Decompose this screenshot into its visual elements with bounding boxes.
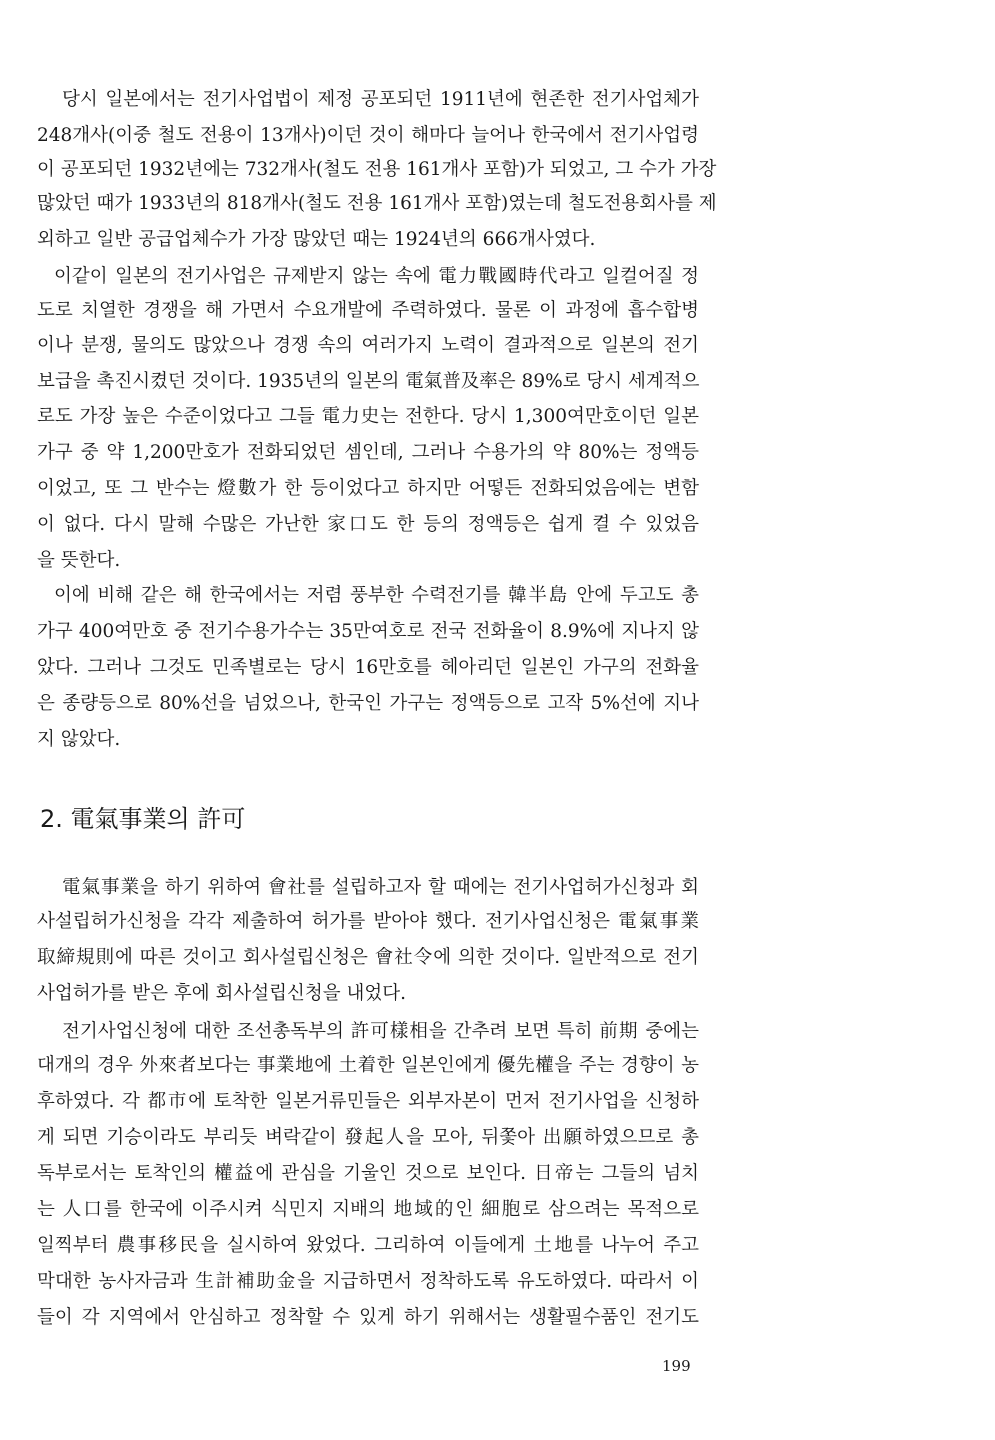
text-line: 전기사업신청에 대한 조선총독부의 許可樣相을 간추려 보면 특히 前期 중에는 (62, 1021, 699, 1042)
section-heading: 2. 電氣事業의 許可 (40, 805, 246, 833)
text-line: 지 않았다. (37, 729, 121, 750)
text-line: 외하고 일반 공급업체수가 가장 많았던 때는 1924년의 666개사였다. (37, 229, 596, 250)
text-line: 는 人口를 한국에 이주시켜 식민지 지배의 地域的인 細胞로 삼으려는 목적으로 (37, 1199, 699, 1220)
text-line: 이 공포되던 1932년에는 732개사(철도 전용 161개사 포함)가 되었고, 그 수가 가장 (37, 159, 717, 180)
text-line: 일찍부터 農事移民을 실시하여 왔었다. 그리하여 이들에게 土地를 나누어 주고 (37, 1235, 699, 1256)
text-line: 막대한 농사자금과 生計補助金을 지급하면서 정착하도록 유도하였다. 따라서 이 (37, 1271, 699, 1292)
text-line: 은 종량등으로 80%선을 넘었으나, 한국인 가구는 정액등으로 고작 5%선에 지나 (37, 693, 699, 714)
text-line: 당시 일본에서는 전기사업법이 제정 공포되던 1911년에 현존한 전기사업체가 (62, 89, 699, 110)
text-line: 取締規則에 따른 것이고 회사설립신청은 會社令에 의한 것이다. 일반적으로 전기 (37, 947, 699, 968)
text-line: 248개사(이중 철도 전용이 13개사)이던 것이 해마다 늘어나 한국에서 전기사업령 (37, 125, 699, 146)
text-line: 을 뜻한다. (37, 550, 121, 571)
text-line: 이에 비해 같은 해 한국에서는 저렴 풍부한 수력전기를 韓半島 안에 두고도 총 (54, 585, 699, 606)
text-line: 이나 분쟁, 물의도 많았으나 경쟁 속의 여러가지 노력이 결과적으로 일본의 전기 (37, 335, 699, 356)
text-line: 가구 400여만호 중 전기수용가수는 35만여호로 전국 전화율이 8.9%에 지나지 않 (37, 621, 699, 642)
text-line: 電氣事業을 하기 위하여 會社를 설립하고자 할 때에는 전기사업허가신청과 회 (62, 877, 699, 898)
text-line: 가구 중 약 1,200만호가 전화되었던 셈인데, 그러나 수용가의 약 80%는 정액등 (37, 442, 699, 463)
page-number: 199 (662, 1357, 691, 1375)
text-line: 사설립허가신청을 각각 제출하여 허가를 받아야 했다. 전기사업신청은 電氣事業 (37, 911, 699, 932)
text-line: 보급을 촉진시켰던 것이다. 1935년의 일본의 電氣普及率은 89%로 당시 세계적으 (37, 371, 700, 392)
text-line: 후하였다. 각 都市에 토착한 일본거류민들은 외부자본이 먼저 전기사업을 신청하 (37, 1091, 699, 1112)
text-line: 이같이 일본의 전기사업은 규제받지 않는 속에 電力戰國時代라고 일컬어질 정 (54, 266, 699, 287)
text-line: 도로 치열한 경쟁을 해 가면서 수요개발에 주력하였다. 물론 이 과정에 흡수합병 (37, 300, 699, 321)
text-line: 사업허가를 받은 후에 회사설립신청을 내었다. (37, 983, 406, 1004)
text-line: 독부로서는 토착인의 權益에 관심을 기울인 것으로 보인다. 日帝는 그들의 넘치 (37, 1163, 699, 1184)
text-line: 많았던 때가 1933년의 818개사(철도 전용 161개사 포함)였는데 철도전용회사를 제 (37, 193, 717, 214)
text-line: 았다. 그러나 그것도 민족별로는 당시 16만호를 헤아리던 일본인 가구의 전화율 (37, 657, 699, 678)
text-line: 이었고, 또 그 반수는 燈數가 한 등이었다고 하지만 어떻든 전화되었음에는 변함 (37, 478, 699, 499)
text-line: 로도 가장 높은 수준이었다고 그들 電力史는 전한다. 당시 1,300여만호이던 일본 (37, 406, 699, 427)
text-line: 대개의 경우 外來者보다는 事業地에 土着한 일본인에게 優先權을 주는 경향이 농 (37, 1055, 699, 1076)
text-line: 들이 각 지역에서 안심하고 정착할 수 있게 하기 위해서는 생활필수품인 전기도 (37, 1307, 699, 1328)
text-line: 게 되면 기승이라도 부리듯 벼락같이 發起人을 모아, 뒤쫓아 出願하였으므로 총 (37, 1127, 699, 1148)
text-line: 이 없다. 다시 말해 수많은 가난한 家口도 한 등의 정액등은 쉽게 켤 수 있었음 (37, 514, 699, 535)
